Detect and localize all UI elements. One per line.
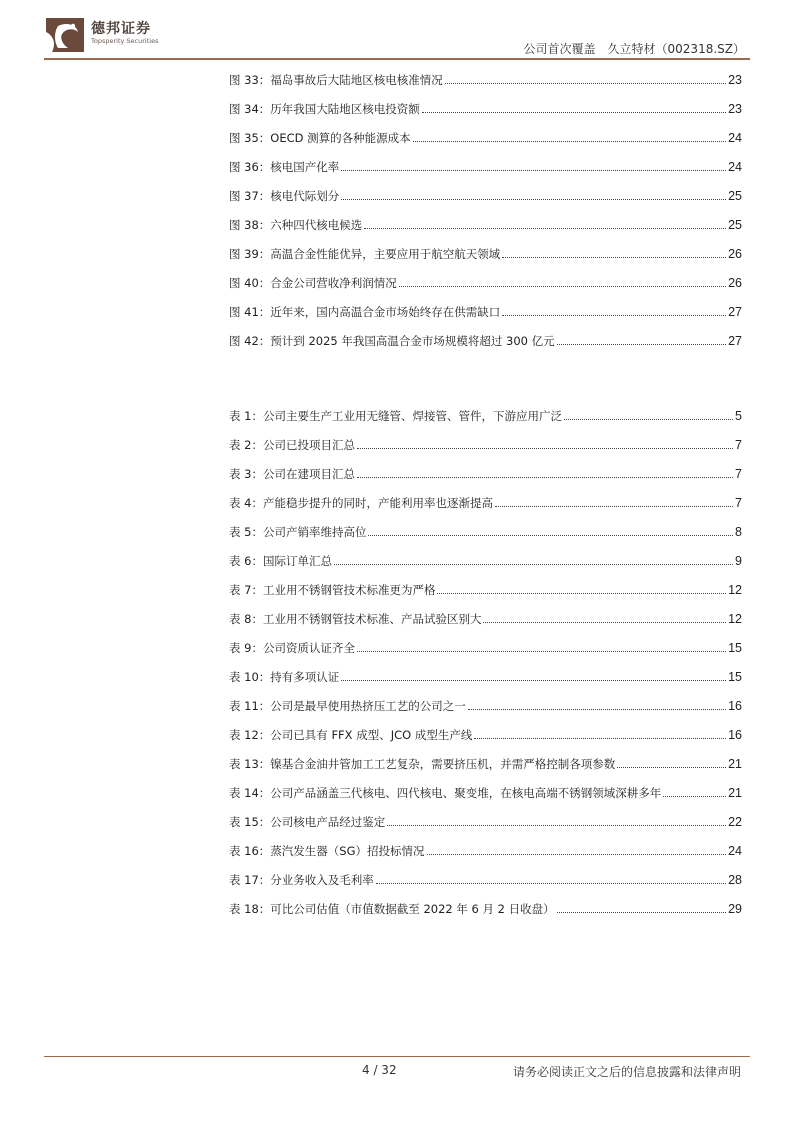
toc-entry-label: 图 34：历年我国大陆地区核电投资额 [229,102,420,116]
toc-entry-label: 图 40：合金公司营收净利润情况 [229,276,397,290]
brand-name-cn: 德邦证券 [91,21,151,37]
toc-entry-table[interactable] [229,550,742,568]
toc-entry-page: 7 [735,438,742,452]
toc-leader [341,170,726,171]
toc-leader [364,228,726,229]
toc-entry-label: 图 35：OECD 测算的各种能源成本 [229,131,411,145]
toc-entry-page: 23 [728,73,742,87]
toc-entry-table[interactable] [229,521,742,539]
toc-entry-table[interactable] [229,782,742,800]
toc-entry-figure[interactable] [229,301,742,319]
toc-leader [368,535,733,536]
toc-entry-page: 5 [735,409,742,423]
toc-entry-label: 表 10：持有多项认证 [229,670,340,684]
toc-leader [557,344,726,345]
toc-entry-label: 表 7：工业用不锈钢管技术标准更为严格 [229,583,436,597]
header-divider [44,58,750,60]
toc-entry-table[interactable] [229,608,742,626]
toc-entry-label: 表 14：公司产品涵盖三代核电、四代核电、聚变堆，在核电高端不锈钢领域深耕多年 [229,786,662,800]
toc-entry-label: 图 42：预计到 2025 年我国高温合金市场规模将超过 300 亿元 [229,334,555,348]
toc-leader [502,315,726,316]
toc-leader [357,448,733,449]
toc-entry-label: 图 38：六种四代核电候选 [229,218,363,232]
toc-leader [341,680,726,681]
toc-entry-page: 7 [735,467,742,481]
toc-entry-page: 24 [728,131,742,145]
toc-leader [495,506,733,507]
toc-entry-page: 7 [735,496,742,510]
toc-entry-label: 表 3：公司在建项目汇总 [229,467,355,481]
toc-leader [357,477,733,478]
toc-leader [334,564,733,565]
toc-entry-table[interactable] [229,724,742,742]
toc-entry-table[interactable] [229,666,742,684]
toc-entry-page: 15 [728,670,742,684]
toc-entry-label: 表 9：公司资质认证齐全 [229,641,355,655]
toc-entry-figure[interactable] [229,243,742,261]
toc-entry-table[interactable] [229,463,742,481]
toc-leader [422,112,726,113]
toc-entry-page: 16 [728,728,742,742]
toc-entry-label: 表 8：工业用不锈钢管技术标准、产品试验区别大 [229,612,482,626]
toc-entry-table[interactable] [229,840,742,858]
toc-entry-table[interactable] [229,579,742,597]
toc-entry-label: 图 36：核电国产化率 [229,160,340,174]
toc-entry-figure[interactable] [229,69,742,87]
toc-entry-label: 表 2：公司已投项目汇总 [229,438,355,452]
toc-entry-table[interactable] [229,637,742,655]
toc-entry-page: 27 [728,334,742,348]
toc-entry-page: 16 [728,699,742,713]
toc-entry-page: 25 [728,189,742,203]
toc-entry-page: 22 [728,815,742,829]
toc-entry-label: 表 6：国际订单汇总 [229,554,332,568]
toc-leader [474,738,726,739]
toc-entry-table[interactable] [229,434,742,452]
toc-entry-figure[interactable] [229,98,742,116]
brand-name-en: Topsperity Securities [91,37,159,45]
toc-entry-figure[interactable] [229,127,742,145]
toc-entry-page: 28 [728,873,742,887]
toc-entry-table[interactable] [229,695,742,713]
toc-leader [437,593,726,594]
brand-logo [44,14,159,50]
toc-entry-table[interactable] [229,492,742,510]
toc-entry-label: 表 11：公司是最早使用热挤压工艺的公司之一 [229,699,466,713]
toc-leader [387,825,726,826]
toc-leader [663,796,726,797]
toc-entry-page: 12 [728,583,742,597]
footer-divider [44,1056,750,1057]
toc-entry-figure[interactable] [229,156,742,174]
toc-leader [557,912,726,913]
toc-entry-label: 表 4：产能稳步提升的同时，产能利用率也逐渐提高 [229,496,493,510]
toc-entry-label: 图 39：高温合金性能优异，主要应用于航空航天领域 [229,247,501,261]
toc-leader [399,286,726,287]
toc-entry-table[interactable] [229,405,742,423]
toc-leader [617,767,726,768]
toc-entry-figure[interactable] [229,214,742,232]
toc-entry-page: 8 [735,525,742,539]
toc-leader [376,883,726,884]
toc-leader [468,709,726,710]
toc-entry-page: 24 [728,160,742,174]
toc-entry-label: 图 33：福岛事故后大陆地区核电核准情况 [229,73,443,87]
toc-leader [357,651,726,652]
toc-entry-figure[interactable] [229,272,742,290]
toc-entry-page: 21 [728,757,742,771]
brand-logo-icon [44,14,86,54]
toc-entry-page: 26 [728,276,742,290]
toc-entry-page: 15 [728,641,742,655]
toc-leader [564,419,733,420]
toc-leader [502,257,726,258]
report-title: 公司首次覆盖 久立特材（002318.SZ） [523,42,745,56]
toc-entry-table[interactable] [229,811,742,829]
toc-entry-label: 表 15：公司核电产品经过鉴定 [229,815,386,829]
toc-entry-page: 12 [728,612,742,626]
toc-entry-label: 表 1：公司主要生产工业用无缝管、焊接管、管件，下游应用广泛 [229,409,562,423]
toc-entry-table[interactable] [229,753,742,771]
toc-leader [341,199,726,200]
toc-leader [483,622,726,623]
toc-entry-page: 24 [728,844,742,858]
toc-entry-table[interactable] [229,898,742,916]
toc-leader [413,141,726,142]
toc-entry-page: 23 [728,102,742,116]
toc-entry-label: 图 41：近年来，国内高温合金市场始终存在供需缺口 [229,305,501,319]
toc-leader [445,83,726,84]
page-number: 4 / 32 [362,1063,397,1077]
toc-entry-page: 25 [728,218,742,232]
toc-entry-label: 表 13：镍基合金油井管加工工艺复杂，需要挤压机，并需严格控制各项参数 [229,757,616,771]
toc-entry-page: 29 [728,902,742,916]
toc-entry-label: 表 12：公司已具有 FFX 成型、JCO 成型生产线 [229,728,473,742]
toc-entry-label: 表 16：蒸汽发生器（SG）招投标情况 [229,844,425,858]
toc-entry-table[interactable] [229,869,742,887]
toc-entry-label: 表 18：可比公司估值（市值数据截至 2022 年 6 月 2 日收盘） [229,902,555,916]
toc-entry-figure[interactable] [229,330,742,348]
toc-entry-label: 表 5：公司产销率维持高位 [229,525,367,539]
page-header [0,0,793,64]
toc-entry-label: 图 37：核电代际划分 [229,189,340,203]
toc-entry-page: 9 [735,554,742,568]
legal-disclaimer: 请务必阅读正文之后的信息披露和法律声明 [512,1065,741,1079]
toc-leader [427,854,727,855]
toc-entry-page: 21 [728,786,742,800]
toc-entry-page: 26 [728,247,742,261]
toc-entry-page: 27 [728,305,742,319]
toc-entry-figure[interactable] [229,185,742,203]
toc-entry-label: 表 17：分业务收入及毛利率 [229,873,374,887]
